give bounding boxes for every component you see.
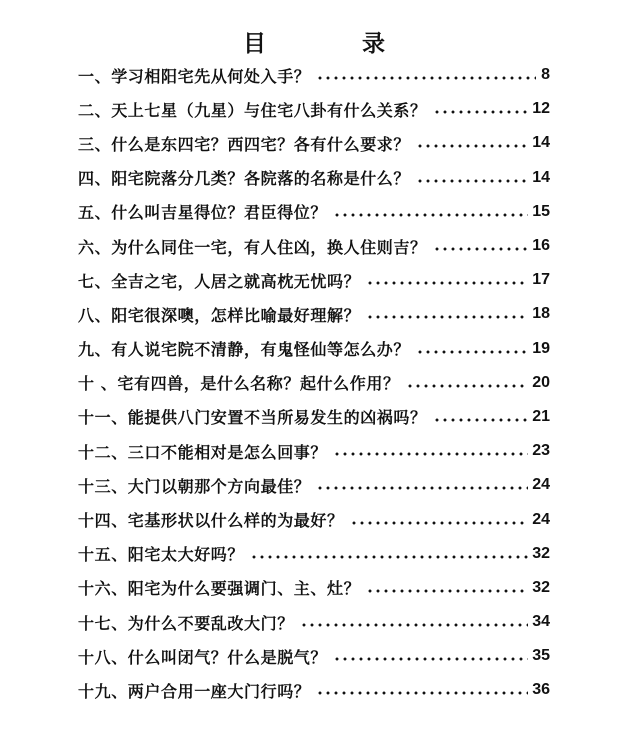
toc-entry-page-number: 21 bbox=[532, 407, 550, 425]
dot-leader bbox=[406, 384, 529, 388]
dot-leader bbox=[300, 623, 528, 627]
toc-entry bbox=[78, 229, 550, 263]
toc-entry-page-number: 24 bbox=[532, 476, 550, 494]
toc-entry-page-number: 12 bbox=[532, 100, 550, 118]
dot-leader bbox=[416, 144, 528, 148]
dot-leader bbox=[350, 521, 529, 525]
toc-entry-page-number: 14 bbox=[532, 168, 550, 186]
toc-entry-page-number: 35 bbox=[532, 647, 550, 665]
dot-leader bbox=[366, 315, 528, 319]
toc-entry-title: 八、阳宅很深噢，怎样比喻最好理解？ bbox=[78, 305, 361, 325]
toc-entry bbox=[78, 332, 550, 366]
dot-leader bbox=[416, 350, 528, 354]
toc-entry-title: 十七、为什么不要乱改大门？ bbox=[78, 613, 294, 633]
toc-entry bbox=[78, 468, 550, 502]
toc-entry-page-number: 14 bbox=[532, 134, 550, 152]
toc-entry-title: 一、学习相阳宅先从何处入手？ bbox=[78, 66, 311, 86]
toc-entry bbox=[78, 673, 550, 707]
toc-entry bbox=[78, 58, 550, 92]
toc-entry bbox=[78, 639, 550, 673]
toc-entry-title: 六、为什么同住一宅，有人住凶，换人住则吉？ bbox=[78, 237, 427, 257]
toc-entry-title: 十六、阳宅为什么要强调门、主、灶？ bbox=[78, 579, 361, 599]
toc-entry-title: 十二、三口不能相对是怎么回事？ bbox=[78, 442, 328, 462]
dot-leader bbox=[333, 657, 528, 661]
toc-entry-page-number: 20 bbox=[532, 373, 550, 391]
page-title: 目 录 bbox=[242, 31, 429, 58]
toc-entry-page-number: 15 bbox=[532, 202, 550, 220]
toc-entry-title: 十九、两户合用一座大门行吗？ bbox=[78, 681, 311, 701]
dot-leader bbox=[433, 418, 529, 422]
toc-entry-title: 二、天上七星（九星）与住宅八卦有什么关系？ bbox=[78, 100, 427, 120]
toc-entry bbox=[78, 571, 550, 605]
toc-entry-title: 十三、大门以朝那个方向最佳？ bbox=[78, 476, 311, 496]
toc-entry bbox=[78, 161, 550, 195]
dot-leader bbox=[316, 486, 528, 490]
toc-entry-title: 四、阳宅院落分几类？各院落的名称是什么？ bbox=[78, 169, 411, 189]
toc-entry bbox=[78, 92, 550, 126]
toc-entry bbox=[78, 434, 550, 468]
toc-entry bbox=[78, 263, 550, 297]
toc-entry-page-number: 24 bbox=[532, 510, 550, 528]
toc-entry bbox=[78, 400, 550, 434]
dot-leader bbox=[366, 281, 528, 285]
toc-entry bbox=[78, 297, 550, 331]
toc-entry-title: 九、有人说宅院不清静，有鬼怪仙等怎么办？ bbox=[78, 340, 411, 360]
toc-entry-page-number: 19 bbox=[532, 339, 550, 357]
toc-entry bbox=[78, 605, 550, 639]
dot-leader bbox=[333, 213, 528, 217]
toc-entry-page-number: 34 bbox=[532, 613, 550, 631]
toc-entry-page-number: 36 bbox=[532, 681, 550, 699]
dot-leader bbox=[316, 691, 528, 695]
toc-entry-title: 十一、能提供八门安置不当所易发生的凶祸吗？ bbox=[78, 408, 427, 428]
toc-entry-page-number: 23 bbox=[532, 442, 550, 460]
toc-entry-page-number: 16 bbox=[532, 237, 550, 255]
dot-leader bbox=[433, 110, 529, 114]
dot-leader bbox=[316, 76, 536, 80]
toc-entry-page-number: 8 bbox=[541, 66, 550, 84]
toc-entry-title: 十四、宅基形状以什么样的为最好？ bbox=[78, 511, 344, 531]
dot-leader bbox=[416, 179, 528, 183]
toc-entry-page-number: 18 bbox=[532, 305, 550, 323]
toc-entry-title: 三、什么是东四宅？西四宅？各有什么要求？ bbox=[78, 134, 411, 154]
toc-entry-title: 十 、宅有四兽，是什么名称？起什么作用？ bbox=[78, 374, 400, 394]
table-of-contents bbox=[78, 58, 550, 708]
toc-entry-page-number: 17 bbox=[532, 271, 550, 289]
toc-entry-title: 七、全吉之宅，人居之就高枕无忧吗？ bbox=[78, 271, 361, 291]
toc-entry-title: 五、什么叫吉星得位？君臣得位？ bbox=[78, 203, 328, 223]
toc-entry bbox=[78, 195, 550, 229]
dot-leader bbox=[333, 452, 528, 456]
dot-leader bbox=[433, 247, 529, 251]
dot-leader bbox=[250, 555, 528, 559]
toc-entry bbox=[78, 126, 550, 160]
toc-entry-page-number: 32 bbox=[532, 544, 550, 562]
toc-entry bbox=[78, 366, 550, 400]
toc-entry bbox=[78, 502, 550, 536]
toc-entry-page-number: 32 bbox=[532, 578, 550, 596]
toc-entry-title: 十八、什么叫闭气？什么是脱气？ bbox=[78, 647, 328, 667]
toc-entry-title: 十五、阳宅太大好吗？ bbox=[78, 545, 245, 565]
dot-leader bbox=[366, 589, 528, 593]
toc-entry bbox=[78, 537, 550, 571]
